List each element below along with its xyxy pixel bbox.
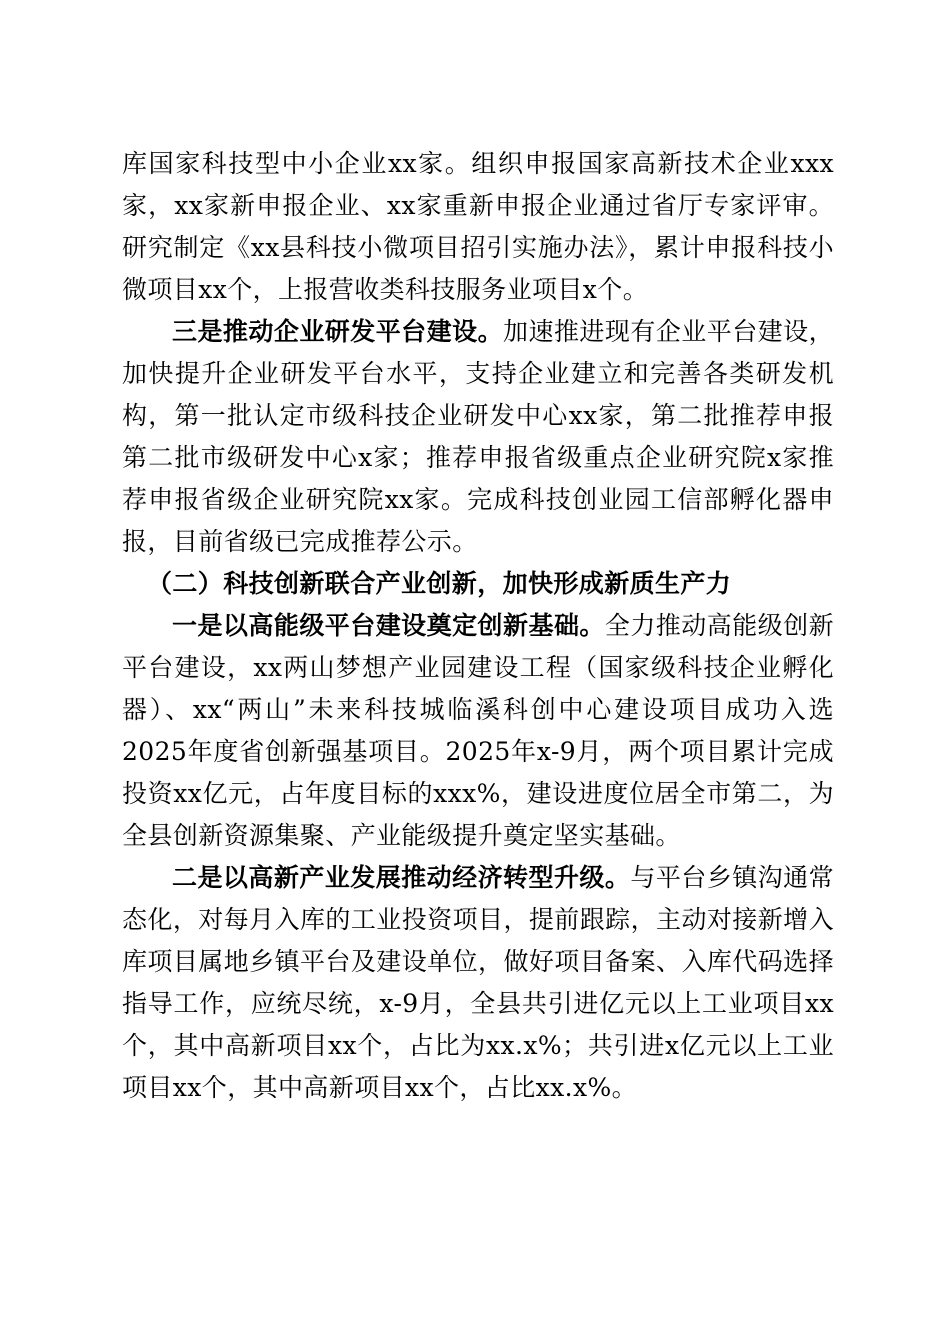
paragraph-rd-platform: [122, 311, 834, 563]
document-body: [122, 143, 834, 1109]
paragraph-body: 加速推进现有企业平台建设，加快提升企业研发平台水平，支持企业建立和完善各类研发机构，第一批认定市级科技企业研发中心xx家，第二批推荐申报第二批市级研发中心x家；推荐申报省级重点企业研究院x家推荐申报省级企业研究院xx家。完成科技创业园工信部孵化器申报，目前省级已完成推荐公示。: [122, 317, 834, 556]
paragraph-body: 全力推动高能级创新平台建设，xx两山梦想产业园建设工程（国家级科技企业孵化器）、xx“两山”未来科技城临溪科创中心建设项目成功入选2025年度省创新强基项目。2025年x-9月，两个项目累计完成投资xx亿元，占年度目标的xxx%，建设进度位居全市第二，为全县创新资源集聚、产业能级提升奠定坚实基础。: [122, 611, 834, 850]
paragraph-lead: 三是推动企业研发平台建设。: [172, 317, 504, 346]
paragraph-high-level-platform: [122, 605, 834, 857]
paragraph-lead: 二是以高新产业发展推动经济转型升级。: [172, 863, 631, 892]
paragraph-body: 与平台乡镇沟通常态化，对每月入库的工业投资项目，提前跟踪，主动对接新增入库项目属地乡镇平台及建设单位，做好项目备案、入库代码选择指导工作，应统尽统，x-9月，全县共引进亿元以上工业项目xx个，其中高新项目xx个，占比为xx.x%；共引进x亿元以上工业项目xx个，其中高新项目xx个，占比xx.x%。: [122, 863, 835, 1102]
paragraph-lead: 一是以高能级平台建设奠定创新基础。: [172, 611, 605, 640]
paragraph-high-tech-industry: [122, 857, 834, 1109]
section-subheading: （二）科技创新联合产业创新，加快形成新质生产力: [147, 569, 732, 598]
paragraph-continued: 库国家科技型中小企业xx家。组织申报国家高新技术企业xxx家，xx家新申报企业、xx家重新申报企业通过省厅专家评审。研究制定《xx县科技小微项目招引实施办法》，累计申报科技小微项目xx个，上报营收类科技服务业项目x个。: [122, 149, 834, 304]
